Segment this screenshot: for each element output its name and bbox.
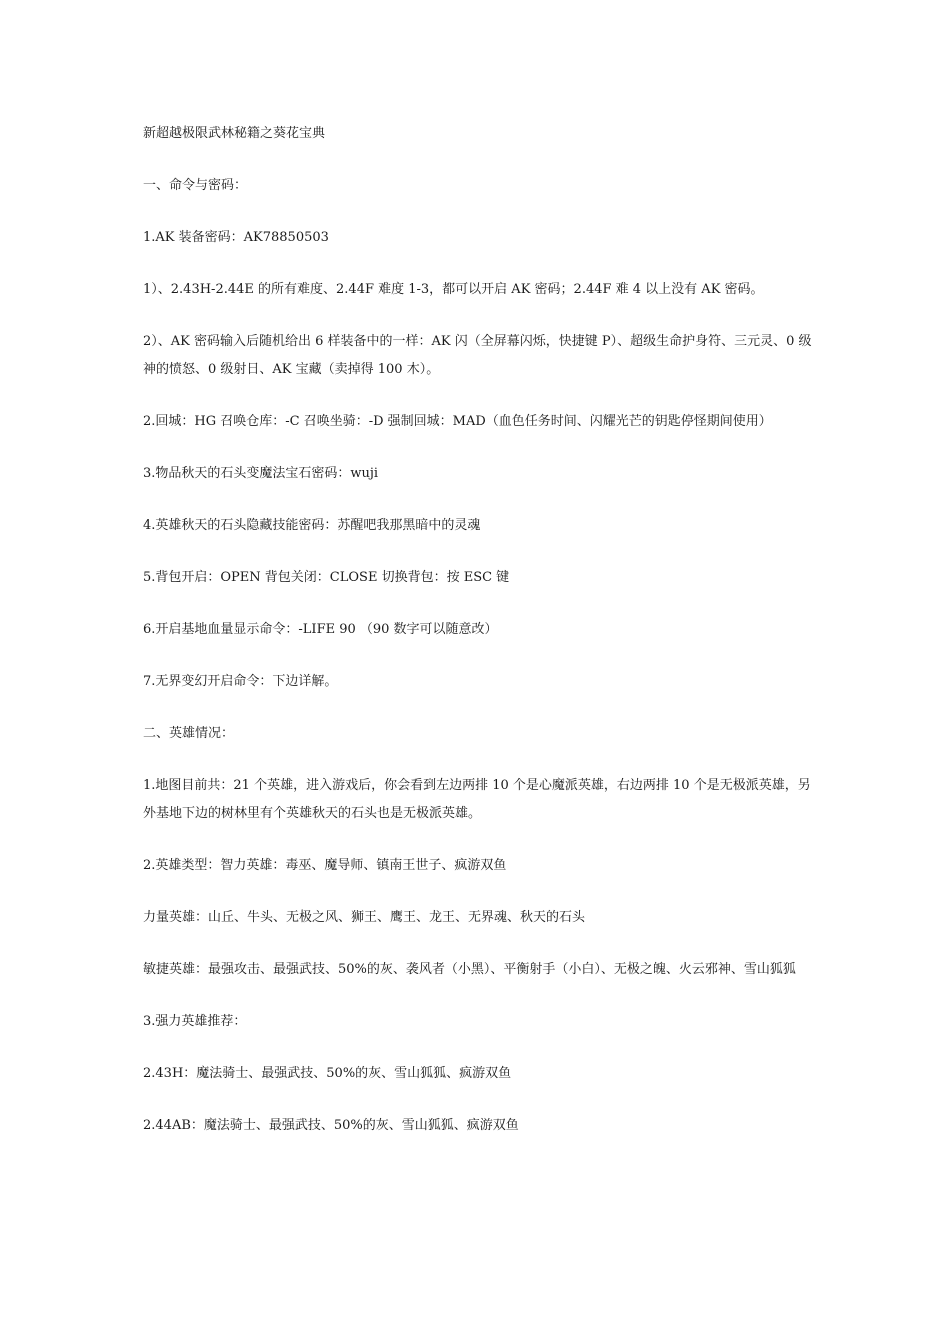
paragraph: 1）、2.43H-2.44E 的所有难度、2.44F 难度 1-3，都可以开启 AK 密码；2.44F 难 4 以上没有 AK 密码。 <box>143 282 764 297</box>
paragraph: 敏捷英雄：最强攻击、最强武技、50%的灰、袭风者（小黑）、平衡射手（小白）、无极之魄、火云邪神、雪山狐狐 <box>143 962 796 977</box>
paragraph: 2）、AK 密码输入后随机给出 6 样装备中的一样：AK 闪（全屏幕闪烁，快捷键 P）、超级生命护身符、三元灵、0 级神的愤怒、0 级射日、AK 宝藏（卖掉得 100 木）。 <box>143 334 812 377</box>
section-heading: 一、命令与密码： <box>143 178 248 193</box>
document-body <box>143 120 813 1140</box>
document-title: 新超越极限武林秘籍之葵花宝典 <box>143 126 326 141</box>
paragraph: 2.43H：魔法骑士、最强武技、50%的灰、雪山狐狐、疯游双鱼 <box>143 1066 512 1081</box>
paragraph: 2.44AB：魔法骑士、最强武技、50%的灰、雪山狐狐、疯游双鱼 <box>143 1118 519 1133</box>
paragraph: 5.背包开启：OPEN 背包关闭：CLOSE 切换背包：按 ESC 键 <box>143 570 510 585</box>
paragraph: 1.AK 装备密码：AK78850503 <box>143 230 329 245</box>
paragraph: 2.英雄类型：智力英雄：毒巫、魔导师、镇南王世子、疯游双鱼 <box>143 858 507 873</box>
paragraph: 力量英雄：山丘、牛头、无极之风、狮王、鹰王、龙王、无界魂、秋天的石头 <box>143 910 586 925</box>
paragraph: 3.物品秋天的石头变魔法宝石密码：wuji <box>143 466 379 481</box>
paragraph: 6.开启基地血量显示命令：-LIFE 90 （90 数字可以随意改） <box>143 622 498 637</box>
paragraph: 4.英雄秋天的石头隐藏技能密码：苏醒吧我那黑暗中的灵魂 <box>143 518 481 533</box>
paragraph: 1.地图目前共：21 个英雄，进入游戏后，你会看到左边两排 10 个是心魔派英雄，右边两排 10 个是无极派英雄，另外基地下边的树林里有个英雄秋天的石头也是无极派英雄。 <box>143 778 811 821</box>
paragraph: 7.无界变幻开启命令：下边详解。 <box>143 674 338 689</box>
section-heading: 二、英雄情况： <box>143 726 235 741</box>
paragraph: 2.回城：HG 召唤仓库：-C 召唤坐骑：-D 强制回城：MAD（血色任务时间、闪耀光芒的钥匙停怪期间使用） <box>143 414 772 429</box>
paragraph: 3.强力英雄推荐： <box>143 1014 247 1029</box>
